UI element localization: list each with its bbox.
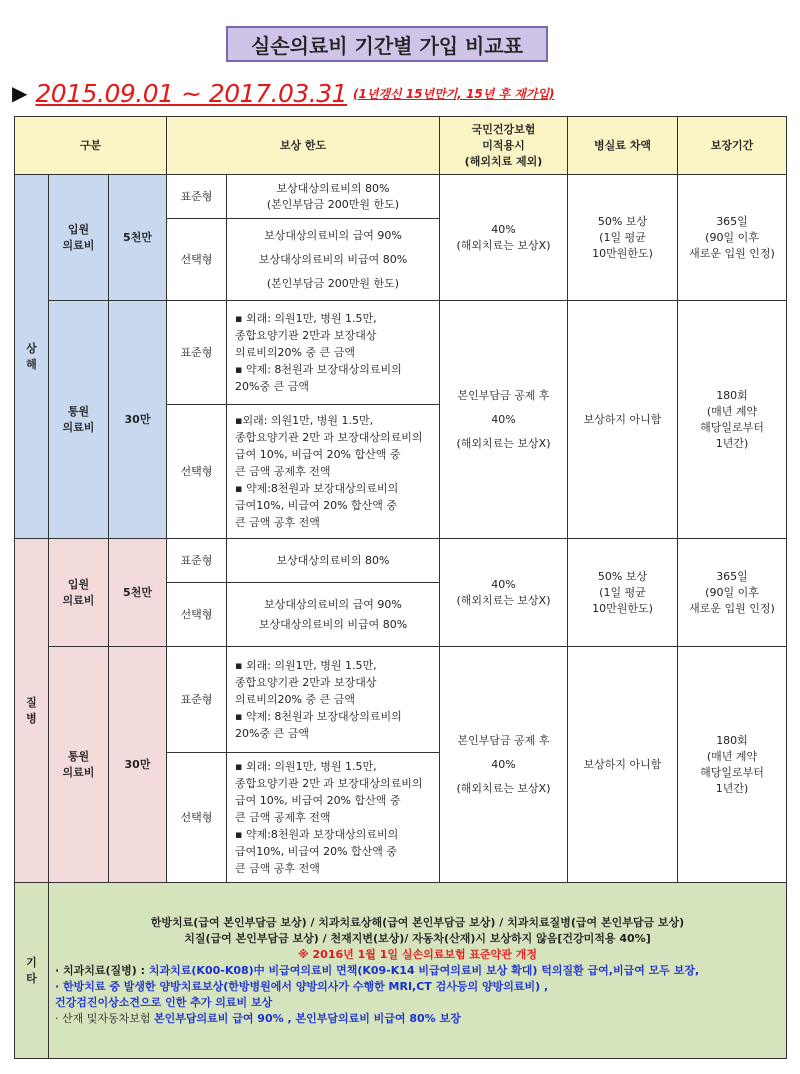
standard-type-label: 표준형 <box>167 647 227 753</box>
limit-line: ▪ 외래: 의원1만, 병원 1.5만, <box>235 312 377 325</box>
limit-line: 보상대상의료비의 비급여 80% <box>258 252 408 266</box>
etc-line-auto <box>55 1011 780 1027</box>
disease-outpatient-amount: 30만 <box>109 647 167 883</box>
injury-outpatient-amount: 30만 <box>109 301 167 539</box>
comparison-table <box>14 116 787 1059</box>
disease-inpatient-room <box>568 539 678 647</box>
period-line-item: (90일 이후 <box>705 230 759 244</box>
header-limit: 보상 한도 <box>167 117 440 175</box>
room-line: 50% 보상 <box>597 214 648 228</box>
nhis-line: 40% <box>491 757 516 771</box>
nhis-line: 본인부담금 공제 후 <box>457 388 550 402</box>
disease-label-char: 질 <box>26 695 37 709</box>
period-line-item: 365일 <box>716 569 748 583</box>
disease-inpatient-name <box>49 539 109 647</box>
limit-line: 종합요양기관 2만과 보장대상 <box>235 329 377 342</box>
name-line: 통원 <box>67 749 90 763</box>
room-line: (1일 평균 <box>599 230 646 244</box>
room-line: 50% 보상 <box>597 569 648 583</box>
name-line: 의료비 <box>62 765 95 779</box>
etc-line-dental: 한방치료(급여 본인부담금 보상) / 치과치료상해(급여 본인부담금 보상) / 치과치료질병(급여 본인부담금 보상) <box>150 915 685 929</box>
etc-bullet-text: 치과치료(K00-K08)中 비급여의료비 면책(K09-K14 비급여의료비 보상 확대) 턱의질환 급여,비급여 모두 보장, <box>148 963 700 977</box>
limit-line: 급여 10%, 비급여 20% 합산액 중 <box>235 448 401 461</box>
etc-line-checkup: 건강검진이상소견으로 인한 추가 의료비 보상 <box>55 995 273 1009</box>
period-line-item: 180회 <box>716 388 748 402</box>
limit-line: ▪ 약제: 8천원과 보장대상의료비의 <box>235 363 402 376</box>
injury-outpatient-select <box>227 405 440 539</box>
etc-line-hemorrhoid: 치질(급여 본인부담금 보상) / 천재지변(보상)/ 자동차(산재)시 보상하지 않음[건강미적용 40%] <box>184 931 651 945</box>
header-nhis <box>440 117 568 175</box>
period-line-item: 365일 <box>716 214 748 228</box>
period-line-item: 해당일로부터 <box>700 420 764 434</box>
limit-line: ▪ 외래: 의원1만, 병원 1.5만, <box>235 760 377 773</box>
limit-line: ▪ 약제:8천원과 보장대상의료비의 <box>235 482 399 495</box>
limit-line: 큰 금액 공제후 전액 <box>235 465 331 478</box>
injury-inpatient-standard <box>227 175 440 219</box>
table-row <box>15 883 787 1059</box>
period-line-item: 새로운 입원 인정) <box>689 601 775 615</box>
name-line: 통원 <box>67 404 90 418</box>
disease-inpatient-nhis <box>440 539 568 647</box>
etc-line-dental-disease <box>55 963 780 979</box>
period-line-item: (매년 계약 <box>706 404 758 418</box>
injury-inpatient-room <box>568 175 678 301</box>
name-line: 입원 <box>67 222 90 236</box>
table-row <box>15 301 787 405</box>
limit-line: 급여10%, 비급여 20% 합산액 중 <box>235 499 398 512</box>
table-header-row <box>15 117 787 175</box>
etc-label-char: 타 <box>26 971 37 985</box>
injury-inpatient-amount: 5천만 <box>109 175 167 301</box>
limit-line: 의료비의20% 중 큰 금액 <box>235 693 355 706</box>
period-line <box>12 76 555 110</box>
standard-type-label: 표준형 <box>167 539 227 583</box>
header-period: 보장기간 <box>678 117 787 175</box>
etc-line-revision: ※ 2016년 1월 1일 실손의료보험 표준약관 개정 <box>298 947 537 961</box>
period-line-item: 해당일로부터 <box>700 765 764 779</box>
nhis-line: (해외치료는 보상X) <box>456 238 551 252</box>
limit-line: 의료비의20% 중 큰 금액 <box>235 346 355 359</box>
limit-line: 큰 금액 공제후 전액 <box>235 811 331 824</box>
limit-line: ▪외래: 의원1만, 병원 1.5만, <box>235 414 374 427</box>
disease-outpatient-room: 보상하지 아니함 <box>568 647 678 883</box>
disease-outpatient-name <box>49 647 109 883</box>
limit-line: 보상대상의료비의 급여 90% <box>264 228 402 242</box>
period-line-item: 180회 <box>716 733 748 747</box>
header-nhis-line: 미적용시 <box>482 138 525 152</box>
injury-outpatient-standard <box>227 301 440 405</box>
period-line-item: 1년간) <box>715 781 749 795</box>
disease-inpatient-period <box>678 539 787 647</box>
room-line: (1일 평균 <box>599 585 646 599</box>
select-type-label: 선택형 <box>167 405 227 539</box>
disease-outpatient-select <box>227 753 440 883</box>
injury-outpatient-period <box>678 301 787 539</box>
injury-inpatient-select <box>227 219 440 301</box>
limit-line: ▪ 외래: 의원1만, 병원 1.5만, <box>235 659 377 672</box>
etc-bullet-text: 본인부담의료비 급여 90% , 본인부담의료비 비급여 80% 보장 <box>154 1011 461 1025</box>
table-row <box>15 647 787 753</box>
limit-line: 보상대상의료비의 급여 90% <box>264 597 402 611</box>
nhis-line: (해외치료는 보상X) <box>456 436 551 450</box>
limit-line: (본인부담금 200만원 한도) <box>266 197 400 211</box>
etc-line-oriental: · 한방치료 중 발생한 양방치료보상(한방병원에서 양방의사가 수행한 MRI,CT 검사등의 양방의료비) , <box>55 979 549 993</box>
select-type-label: 선택형 <box>167 219 227 301</box>
limit-line: 종합요양기관 2만 과 보장대상의료비의 <box>235 777 423 790</box>
limit-line: 큰 금액 공후 전액 <box>235 516 320 529</box>
nhis-line: 본인부담금 공제 후 <box>457 733 550 747</box>
etc-label-char: 기 <box>26 955 37 969</box>
page-title: 실손의료비 기간별 가입 비교표 <box>226 26 548 62</box>
limit-line: 20%중 큰 금액 <box>235 380 309 393</box>
period-line-item: (90일 이후 <box>705 585 759 599</box>
header-nhis-line: (해외치료 제외) <box>464 154 543 168</box>
etc-label <box>15 883 49 1059</box>
header-nhis-line: 국민건강보험 <box>471 122 536 136</box>
name-line: 의료비 <box>62 238 95 252</box>
nhis-line: 40% <box>491 412 516 426</box>
room-line: 10만원한도) <box>592 601 653 615</box>
limit-line: 20%중 큰 금액 <box>235 727 309 740</box>
period-dates: 2015.09.01 ~ 2017.03.31 <box>35 78 348 108</box>
limit-line: 보상대상의료비의 80% <box>276 181 390 195</box>
nhis-line: 40% <box>491 577 516 591</box>
name-line: 의료비 <box>62 593 95 607</box>
etc-content <box>49 883 787 1059</box>
nhis-line: (해외치료는 보상X) <box>456 593 551 607</box>
disease-inpatient-amount: 5천만 <box>109 539 167 647</box>
injury-outpatient-name <box>49 301 109 539</box>
injury-inpatient-period <box>678 175 787 301</box>
disease-label <box>15 539 49 883</box>
name-line: 입원 <box>67 577 90 591</box>
period-line-item: 새로운 입원 인정) <box>689 246 775 260</box>
table-row <box>15 175 787 219</box>
limit-line: 큰 금액 공후 전액 <box>235 862 320 875</box>
limit-line: 보상대상의료비의 비급여 80% <box>258 617 408 631</box>
nhis-line: 40% <box>491 222 516 236</box>
disease-inpatient-select <box>227 583 440 647</box>
injury-inpatient-nhis <box>440 175 568 301</box>
period-line-item: (매년 계약 <box>706 749 758 763</box>
name-line: 의료비 <box>62 420 95 434</box>
limit-line: ▪ 약제: 8천원과 보장대상의료비의 <box>235 710 402 723</box>
injury-outpatient-room: 보상하지 아니함 <box>568 301 678 539</box>
disease-label-char: 병 <box>26 711 37 725</box>
injury-outpatient-nhis <box>440 301 568 539</box>
period-line-item: 1년간) <box>715 436 749 450</box>
etc-bullet-label: · 산재 및자동차보험 <box>55 1011 154 1025</box>
standard-type-label: 표준형 <box>167 175 227 219</box>
injury-label <box>15 175 49 539</box>
nhis-line: (해외치료는 보상X) <box>456 781 551 795</box>
injury-label-char: 해 <box>26 357 37 371</box>
disease-outpatient-period <box>678 647 787 883</box>
limit-line: 급여 10%, 비급여 20% 합산액 중 <box>235 794 401 807</box>
period-note: (1년갱신 15년만기, 15년 후 재가입) <box>353 86 555 101</box>
standard-type-label: 표준형 <box>167 301 227 405</box>
play-arrow-icon: ▶ <box>12 81 28 105</box>
limit-line: 종합요양기관 2만과 보장대상 <box>235 676 377 689</box>
injury-label-char: 상 <box>26 341 37 355</box>
header-room: 병실료 차액 <box>568 117 678 175</box>
etc-bullet-label: · 치과치료(질병) : <box>55 963 149 977</box>
disease-outpatient-standard <box>227 647 440 753</box>
room-line: 10만원한도) <box>592 246 653 260</box>
injury-inpatient-name <box>49 175 109 301</box>
limit-line: 종합요양기관 2만 과 보장대상의료비의 <box>235 431 423 444</box>
disease-inpatient-standard <box>227 539 440 583</box>
disease-outpatient-nhis <box>440 647 568 883</box>
select-type-label: 선택형 <box>167 583 227 647</box>
header-category: 구분 <box>15 117 167 175</box>
limit-line: (본인부담금 200만원 한도) <box>266 276 400 290</box>
select-type-label: 선택형 <box>167 753 227 883</box>
limit-line: ▪ 약제:8천원과 보장대상의료비의 <box>235 828 399 841</box>
limit-line: 급여10%, 비급여 20% 합산액 중 <box>235 845 398 858</box>
limit-line: 보상대상의료비의 80% <box>276 553 390 567</box>
table-row <box>15 539 787 583</box>
